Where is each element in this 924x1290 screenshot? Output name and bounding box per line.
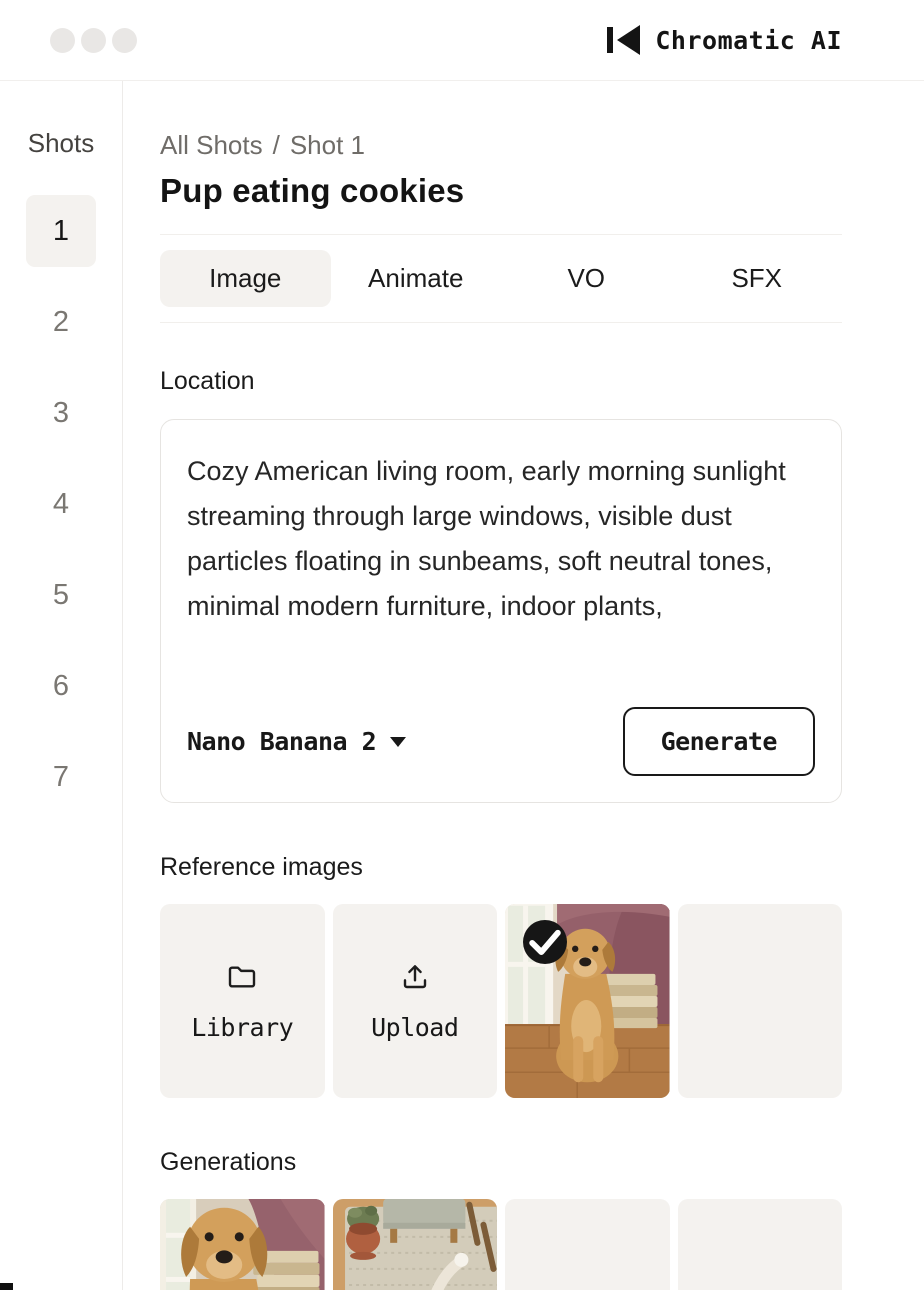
tab-image[interactable]: Image bbox=[160, 250, 331, 307]
generations-grid bbox=[160, 1199, 842, 1290]
generation-2-illustration bbox=[333, 1199, 498, 1290]
generate-button[interactable]: Generate bbox=[623, 707, 815, 776]
brand-name: Chromatic AI bbox=[655, 25, 842, 55]
sidebar-item-shot-2[interactable]: 2 bbox=[52, 305, 70, 338]
brand bbox=[606, 23, 842, 57]
library-button[interactable] bbox=[160, 904, 325, 1098]
window-dot-icon bbox=[50, 28, 75, 53]
chevron-down-icon bbox=[390, 737, 406, 747]
breadcrumb bbox=[160, 130, 842, 161]
library-label: Library bbox=[191, 1012, 294, 1042]
app-header bbox=[0, 0, 924, 81]
generation-slot-empty bbox=[505, 1199, 670, 1290]
shots-sidebar bbox=[0, 81, 123, 1290]
location-prompt-box bbox=[160, 419, 842, 803]
generation-thumbnail-2[interactable] bbox=[333, 1199, 498, 1290]
breadcrumb-current: Shot 1 bbox=[289, 130, 366, 160]
mode-tabs bbox=[160, 234, 842, 323]
breadcrumb-all-shots-link[interactable]: All Shots bbox=[160, 130, 263, 160]
generation-1-illustration bbox=[160, 1199, 325, 1290]
model-row bbox=[187, 707, 815, 776]
sidebar-item-shot-6[interactable]: 6 bbox=[52, 669, 70, 702]
main-panel bbox=[123, 81, 924, 1290]
window-controls bbox=[50, 28, 137, 53]
sidebar-item-shot-7[interactable]: 7 bbox=[52, 760, 70, 793]
screen-corner-artifact bbox=[0, 1283, 13, 1290]
sidebar-item-shot-4[interactable]: 4 bbox=[52, 487, 70, 520]
breadcrumb-separator: / bbox=[272, 130, 280, 160]
sidebar-item-shot-3[interactable]: 3 bbox=[52, 396, 70, 429]
folder-icon bbox=[226, 961, 258, 998]
upload-icon bbox=[399, 961, 431, 998]
location-prompt-input[interactable]: Cozy American living room, early morning sunlight streaming through large windows, visible dust particles floating in sunbeams, soft neutral tones, minimal modern furniture, indoor plants, bbox=[187, 456, 786, 621]
upload-label: Upload bbox=[371, 1012, 459, 1042]
tab-vo[interactable]: VO bbox=[567, 263, 606, 293]
reference-images-heading: Reference images bbox=[160, 853, 363, 881]
sidebar-item-shot-1[interactable]: 1 bbox=[26, 195, 96, 267]
window-dot-icon bbox=[112, 28, 137, 53]
generation-thumbnail-1[interactable] bbox=[160, 1199, 325, 1290]
tab-animate[interactable]: Animate bbox=[368, 263, 464, 293]
model-selector-value: Nano Banana 2 bbox=[187, 727, 377, 756]
reference-image-puppy-thumbnail[interactable] bbox=[505, 904, 670, 1098]
sidebar-item-shot-5[interactable]: 5 bbox=[52, 578, 70, 611]
selected-check-badge[interactable] bbox=[523, 920, 567, 964]
page-title: Pup eating cookies bbox=[160, 172, 465, 209]
upload-button[interactable] bbox=[333, 904, 498, 1098]
location-label: Location bbox=[160, 367, 255, 395]
tab-sfx[interactable]: SFX bbox=[731, 263, 783, 293]
window-dot-icon bbox=[81, 28, 106, 53]
reference-images-grid bbox=[160, 904, 842, 1098]
generations-heading: Generations bbox=[160, 1148, 297, 1176]
sidebar-title: Shots bbox=[27, 128, 95, 158]
check-icon bbox=[523, 920, 567, 964]
model-selector[interactable] bbox=[187, 727, 406, 756]
generation-slot-empty bbox=[678, 1199, 843, 1290]
reference-slot-empty bbox=[678, 904, 843, 1098]
clapper-logo-icon bbox=[606, 23, 642, 57]
